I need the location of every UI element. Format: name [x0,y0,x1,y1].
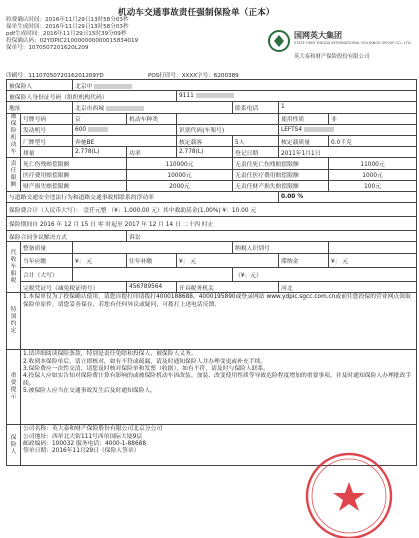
tax-value: ¥： 元 [73,253,127,267]
engine-value: 600 [73,124,177,135]
meta-line: 保单号：1070507201620L209 [6,45,89,51]
limit-value: 2000元 [127,180,233,191]
tax-value: ¥： 元 [329,253,417,267]
tax-value: 456789564 [127,281,177,292]
notice-label: 重要提示 [7,350,21,425]
limit-label: 死亡伤残赔偿限额 [21,158,127,169]
premium-total: 保险费合计（人民币大写）： 壹仟元整 （¥：1,000.00 元）其中救助基金(1.00%) ¥：10.00 元 [7,203,417,217]
vehicle-section-label: 被保险机动车 [7,113,21,158]
id-value: 9111 [177,91,417,102]
phone-value: 1 [279,102,417,113]
limit-label: 无责任死亡伤残赔偿限额 [233,158,329,169]
notice-item: 2.收到本保险单后，请立即核对，如有不符或疏漏，请及时通知保险人并办理变更或补充手续。 [23,358,267,365]
insurer-zip: 邮政编码：100032 服务电话：4000-1-88688 [23,441,147,448]
logo-name: 国网英大集团 [294,31,342,40]
policy-table [6,79,417,466]
seats-value: 5人 [233,135,279,146]
limit-label: 无责任财产损失赔偿限额 [233,180,329,191]
insurance-period: 保险期间自 2016 年 12 月 15 日 零 时起至 2017 年 12 月 14 日 二十四 时止 [7,217,417,231]
insurer-info [21,425,417,466]
limit-label: 无责任医疗费用赔偿限额 [233,169,329,180]
usage-label: 使用性质 [279,113,329,124]
limit-label: 财产损失赔偿限额 [21,180,127,191]
limit-label: 医疗费用赔偿限额 [21,169,127,180]
address-value: 北京市西城 [73,102,233,113]
tax-section-label: 代收车船税 [7,242,21,293]
page-title: 机动车交通事故责任强制保险单（正本） [118,8,275,18]
tax-label: 滞纳金 [279,253,329,267]
tax-label: 往年补缴 [127,253,177,267]
meta-line: 投保确认码：02YDPIC210000000000015834019 [6,38,139,44]
registration-label: 登记日期 [233,147,279,158]
logo-company: 英大泰和财产保险股份有限公司 [294,54,370,60]
limit-section-label: 责任限额 [7,158,21,192]
meta-line: 保单生成时间：2016年11月29日13时58分03秒 [6,24,129,30]
limit-value: 100元 [329,180,417,191]
limit-value: 1000元 [329,169,417,180]
tax-label: 完税凭证号（减免税证明号） [21,281,127,292]
insurer-name: 公司名称：英大泰和财产保险股份有限公司北京分公司 [23,426,163,433]
print-number-row [6,71,239,79]
tax-label: 合计（大写） [21,267,73,281]
notice-item: 1.请详细阅读保险条款，特别是责任免除和投保人、被保险人义务。 [23,351,197,358]
load-label: 核定载质量 [279,135,329,146]
seats-label: 核定载客 [177,135,233,146]
tax-value: 河北 [279,281,417,292]
form-code: POS打印号：XXXX字号：6200389 [148,73,239,79]
insurer-sign: 签单日期：2016年11月29日（保险人签章） [23,448,140,455]
tax-value [73,242,233,253]
tax-label: 纳税人识别号 [233,242,329,253]
power-value: 2.778(L) [177,147,233,158]
notice-item: 4.投保人应如实告知对保险费计算有影响的或被保险机动车因改装、加装、改变使用性质等导致危险程度增加的重要事项，并及时通知保险人办理批改手续。 [23,373,412,387]
tax-value: （¥：元） [233,267,417,281]
load-value: 0.0千克 [329,135,417,146]
model-label: 厂牌型号 [21,135,73,146]
float-rate-label: 与道路交通安全违法行为和道路交通事故相联系的浮动率 [7,191,279,202]
tax-value [329,242,417,253]
notice-item: 3.保险费应一次性交清，请您及时核对保险单和发票（收据），如有不符，请及时与保险人联系。 [23,366,270,373]
print-number: 印刷号：1110705072016201209YD [6,73,104,79]
usage-value: 非 [329,113,417,124]
policy-header [0,0,419,86]
phone-label: 联系电话 [233,102,279,113]
power-label: 功率 [127,147,177,158]
id-label: 被保险人身份证号码（组织机构代码） [7,91,177,102]
displacement-label: 排量 [21,147,73,158]
displacement-value: 2.778(L) [73,147,127,158]
float-rate-value: 0.00 % [279,191,417,202]
logo-english: STATE GRID YINGDA INTERNATIONAL HOLDINGS GROUP CO., LTD. [294,41,412,45]
special-label: 特别约定 [7,293,21,350]
vin-value: LEFTS4 [279,124,417,135]
plate-label: 号牌号码 [21,113,73,124]
plate-value: 京 [73,113,127,124]
limit-value: 10000元 [127,169,233,180]
registration-value: 2011年1月1日 [279,147,417,158]
insured-label: 被保险人 [7,80,73,91]
notice-item: 5.被保险人应当在交通事故发生后及时通知保险人。 [23,388,157,395]
dispute-label: 保险合同争议解决方式 [7,231,127,242]
logo-icon [268,30,290,52]
insurer-label: 保险人 [7,425,21,466]
tax-label: 当年应缴 [21,253,73,267]
company-logo [268,28,416,70]
tax-value [73,267,233,281]
tax-label: 整备质量 [21,242,73,253]
insured-value: 北京中 [73,80,417,91]
special-text: 1.本保单仅为了投保确认使用，请您自提打印请拨打4000188688。4000195890或登录网站 www.ydpic.sgcc.com.cn或前往您投保的营业网点领取保险单原件，请您妥善保存，若您有任何异议或疑问，可拨打上述电话反馈。 [21,293,417,350]
meta-line: 收费确认时间：2016年11月29日13时58分03秒 [6,17,129,23]
address-label: 地址 [7,102,73,113]
limit-value: 11000元 [329,158,417,169]
vehicle-type-value [177,113,279,124]
dispute-value: 诉讼 [127,231,417,242]
tax-value: ¥： 元 [177,253,279,267]
insurer-address: 公司地址：西单北大街111号西单国际大厦9层 [23,433,143,440]
tax-label: 开具税务机关 [177,281,279,292]
vin-label: 识别代码(车架号) [177,124,279,135]
limit-value: 110000元 [127,158,233,169]
model-value: 奔驰BE [73,135,177,146]
vehicle-type-label: 机动车种类 [127,113,177,124]
notice-list [21,350,417,425]
meta-line: pdf生成时间：2016年11月29日15时39分09秒 [6,31,127,37]
engine-label: 发动机号 [21,124,73,135]
